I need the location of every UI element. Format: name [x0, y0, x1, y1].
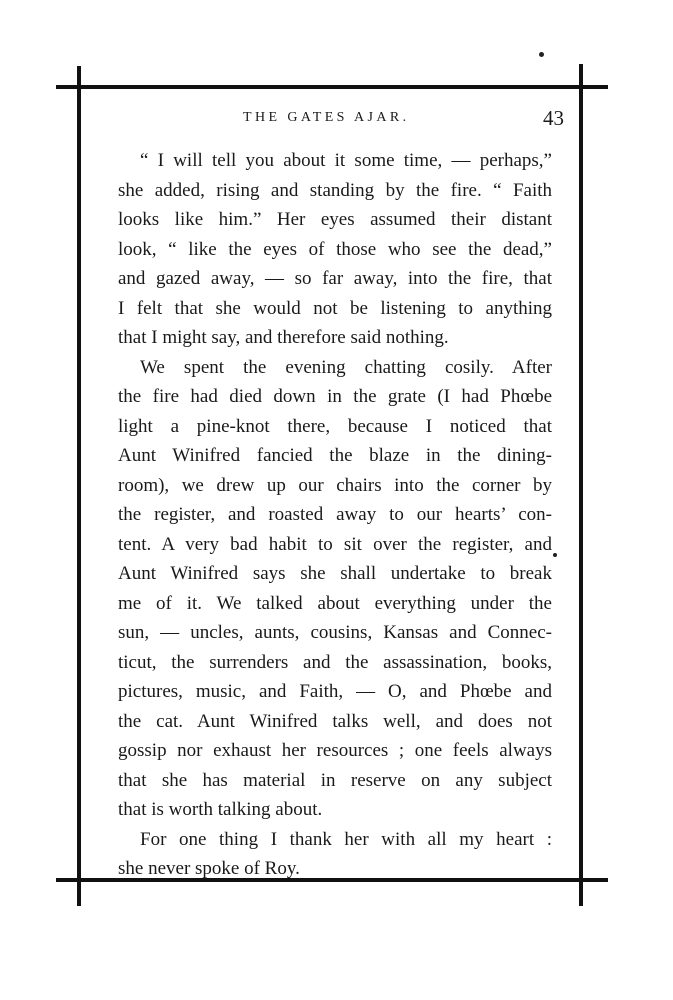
running-header	[118, 106, 564, 136]
text-line: looks like him.” Her eyes assumed their distant	[118, 209, 552, 230]
print-speck	[539, 52, 544, 57]
text-line: me of it. We talked about everything under the	[118, 592, 552, 614]
text-line: that I might say, and therefore said nothing.	[118, 327, 449, 348]
text-line: light a pine-knot there, because I noticed that	[118, 415, 552, 437]
body-text	[118, 146, 552, 884]
text-line: and gazed away, — so far away, into the fire, that	[118, 268, 552, 289]
text-line: Aunt Winifred fancied the blaze in the dining-	[118, 445, 552, 466]
paragraph	[118, 353, 552, 825]
text-line: I felt that she would not be listening to anything	[118, 297, 552, 319]
text-line: We spent the evening chatting cosily. After	[140, 356, 552, 378]
frame-rule-left	[77, 66, 81, 906]
text-line: the cat. Aunt Winifred talks well, and does not	[118, 710, 552, 732]
text-line: she never spoke of Roy.	[118, 858, 300, 879]
text-line: that is worth talking about.	[118, 799, 323, 820]
text-line: look, “ like the eyes of those who see the dead,”	[118, 238, 552, 260]
frame-rule-right	[579, 64, 583, 906]
text-line: “ I will tell you about it some time, — perhaps,”	[140, 150, 552, 171]
text-line: the fire had died down in the grate (I had Phœbe	[118, 386, 552, 407]
text-line: that she has material in reserve on any subject	[118, 769, 552, 791]
text-line: she added, rising and standing by the fire. “ Faith	[118, 179, 552, 201]
text-line: the register, and roasted away to our hearts’ con-	[118, 504, 552, 525]
text-line: tent. A very bad habit to sit over the register, and	[118, 533, 552, 555]
page-number: 43	[543, 106, 564, 130]
text-line: For one thing I thank her with all my heart :	[140, 828, 552, 850]
text-line: room), we drew up our chairs into the corner by	[118, 474, 552, 496]
text-line: ticut, the surrenders and the assassination, books,	[118, 651, 552, 673]
paragraph	[118, 825, 552, 884]
text-line: pictures, music, and Faith, — O, and Phœbe and	[118, 681, 552, 702]
paragraph	[118, 146, 552, 353]
frame-rule-top	[56, 85, 608, 89]
running-title: THE GATES AJAR.	[243, 110, 410, 125]
print-speck	[553, 553, 557, 557]
text-line: Aunt Winifred says she shall undertake to break	[118, 563, 552, 584]
text-line: sun, — uncles, aunts, cousins, Kansas and Connec-	[118, 622, 552, 643]
text-line: gossip nor exhaust her resources ; one feels always	[118, 740, 552, 761]
